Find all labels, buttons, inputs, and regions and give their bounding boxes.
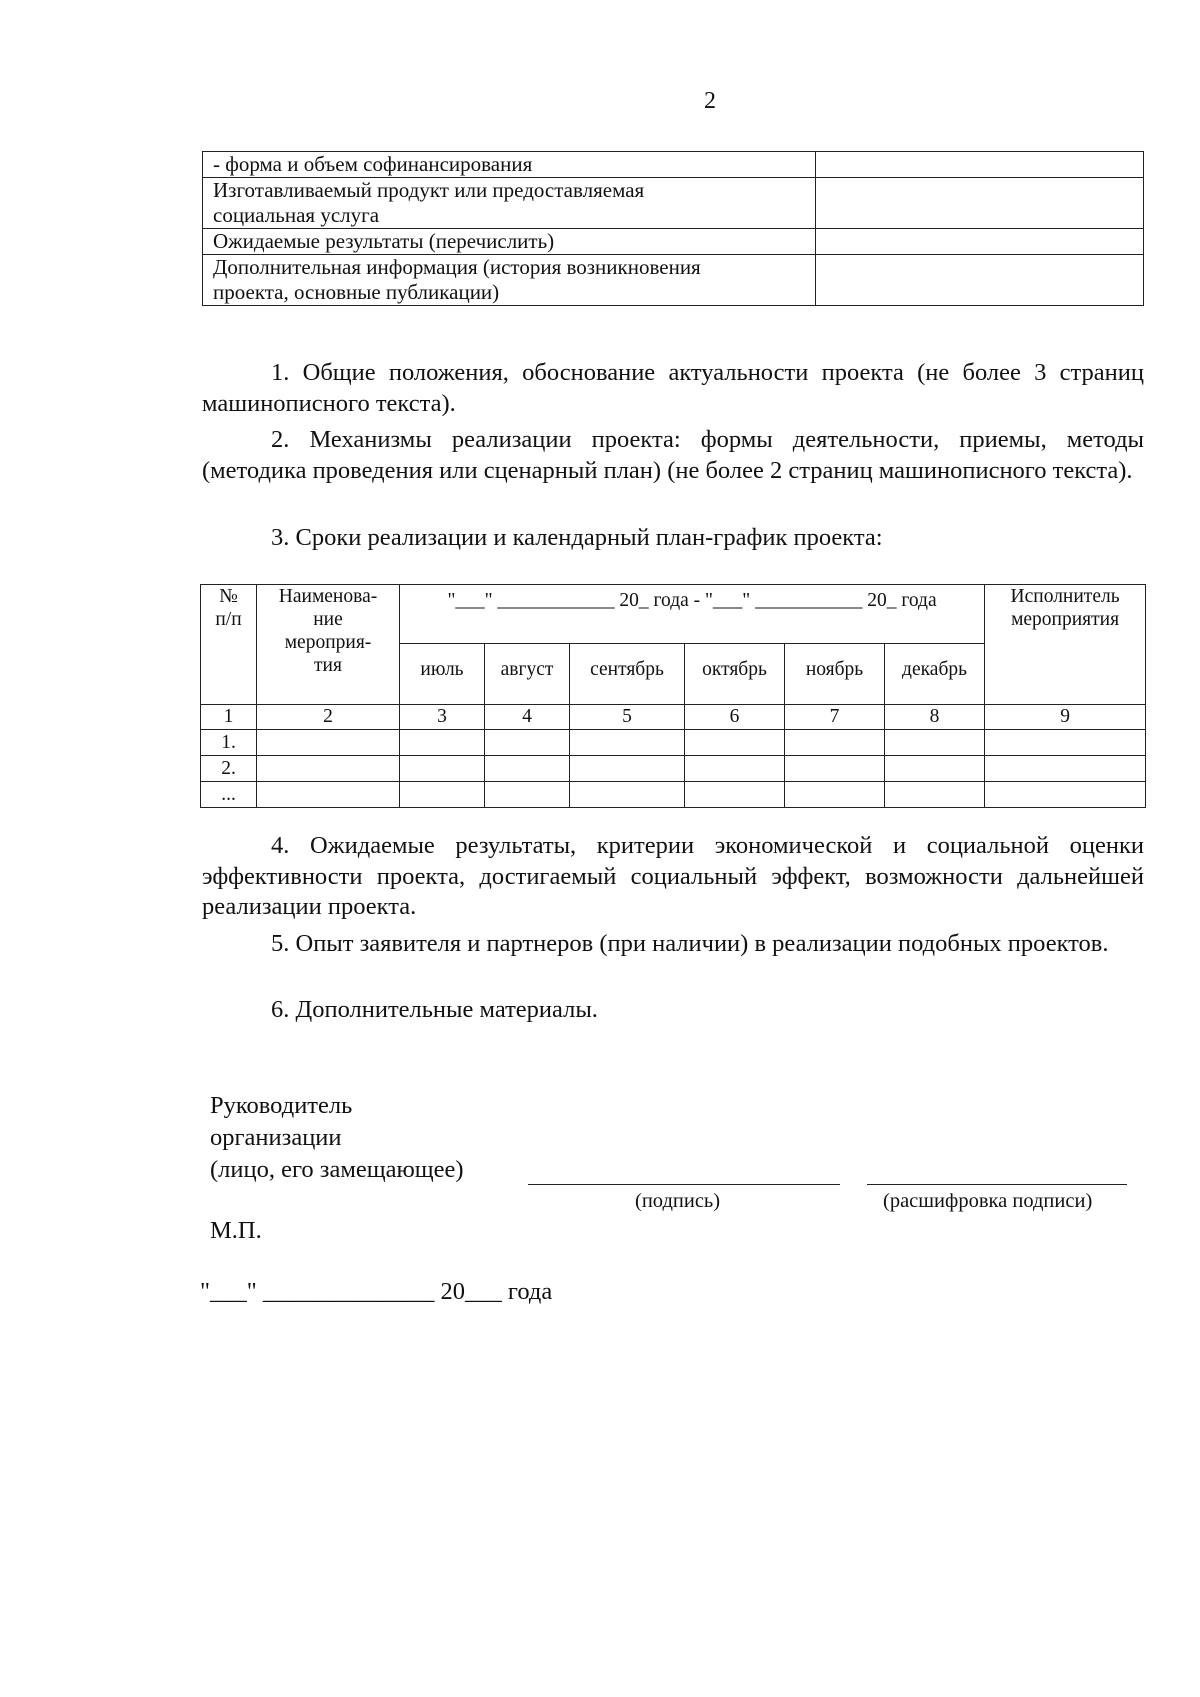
row-cell xyxy=(985,782,1146,808)
header-period: "___" ____________ 20_ года - "___" ___________ 20_ года xyxy=(400,585,985,644)
column-number: 8 xyxy=(885,705,985,730)
table-row xyxy=(201,782,1146,808)
signature-decode-caption: (расшифровка подписи) xyxy=(883,1190,1093,1212)
row-cell xyxy=(685,782,785,808)
info-row-label: Изготавливаемый продукт или предоставляемая социальная услуга xyxy=(203,178,816,229)
info-row-label: Дополнительная информация (история возникновения проекта, основные публикации) xyxy=(203,255,816,306)
stamp-label: М.П. xyxy=(210,1217,262,1244)
info-row-value xyxy=(815,255,1143,306)
info-row xyxy=(203,255,1144,306)
paragraph-mechanisms: 2. Механизмы реализации проекта: формы деятельности, приемы, методы (методика проведения или сценарный план) (не более 2 страниц машинописного текста). xyxy=(202,426,1144,484)
column-number: 5 xyxy=(570,705,685,730)
header-month: сентябрь xyxy=(570,644,685,705)
column-number: 2 xyxy=(257,705,400,730)
page-number: 2 xyxy=(704,88,716,114)
info-row xyxy=(203,229,1144,255)
header-month: ноябрь xyxy=(785,644,885,705)
header-month: август xyxy=(485,644,570,705)
header-executor: Исполнитель мероприятия xyxy=(985,585,1146,705)
signatory-label: Руководитель организации (лицо, его замещающее) xyxy=(210,1092,464,1183)
project-info-table xyxy=(202,151,1144,306)
info-row-value xyxy=(815,152,1143,178)
row-cell xyxy=(885,730,985,756)
row-cell xyxy=(885,756,985,782)
signature-decode-line xyxy=(867,1184,1127,1185)
header-month: декабрь xyxy=(885,644,985,705)
row-cell xyxy=(400,730,485,756)
paragraph-expected-results: 4. Ожидаемые результаты, критерии экономической и социальной оценки эффективности проекта, достигаемый социальный эффект, возможности дальнейшей реализации проекта. xyxy=(202,832,1144,920)
row-cell xyxy=(570,730,685,756)
row-cell xyxy=(785,756,885,782)
row-cell xyxy=(785,782,885,808)
row-cell xyxy=(570,756,685,782)
row-number: 2. xyxy=(201,756,257,782)
column-number: 3 xyxy=(400,705,485,730)
row-cell xyxy=(400,782,485,808)
row-cell xyxy=(400,756,485,782)
paragraph-additional-materials: 6. Дополнительные материалы. xyxy=(271,996,598,1023)
table-row xyxy=(201,730,1146,756)
paragraph-general-provisions: 1. Общие положения, обоснование актуальности проекта (не более 3 страниц машинописного текста). xyxy=(202,359,1144,417)
row-cell xyxy=(485,756,570,782)
row-cell xyxy=(485,782,570,808)
row-cell xyxy=(685,730,785,756)
row-cell xyxy=(257,782,400,808)
column-number: 7 xyxy=(785,705,885,730)
info-row xyxy=(203,152,1144,178)
row-cell xyxy=(685,756,785,782)
row-cell xyxy=(257,730,400,756)
column-number: 4 xyxy=(485,705,570,730)
info-row-value xyxy=(815,178,1143,229)
row-cell xyxy=(570,782,685,808)
table-row xyxy=(201,756,1146,782)
signature-caption: (подпись) xyxy=(635,1190,721,1212)
header-number: № п/п xyxy=(201,585,257,705)
paragraph-schedule-intro: 3. Сроки реализации и календарный план-график проекта: xyxy=(271,524,883,551)
schedule-table xyxy=(200,584,1146,808)
signature-line xyxy=(528,1184,840,1185)
info-row-label: Ожидаемые результаты (перечислить) xyxy=(203,229,816,255)
header-event-name: Наименова- ние мероприя- тия xyxy=(257,585,400,705)
header-month: октябрь xyxy=(685,644,785,705)
row-number: ... xyxy=(201,782,257,808)
row-cell xyxy=(257,756,400,782)
info-row xyxy=(203,178,1144,229)
row-cell xyxy=(985,756,1146,782)
column-number: 9 xyxy=(985,705,1146,730)
paragraph-experience: 5. Опыт заявителя и партнеров (при наличии) в реализации подобных проектов. xyxy=(271,930,1109,957)
row-number: 1. xyxy=(201,730,257,756)
row-cell xyxy=(885,782,985,808)
info-row-value xyxy=(815,229,1143,255)
date-line: "___" ______________ 20___ года xyxy=(200,1278,553,1305)
row-cell xyxy=(785,730,885,756)
row-cell xyxy=(485,730,570,756)
row-cell xyxy=(985,730,1146,756)
column-number: 1 xyxy=(201,705,257,730)
column-number: 6 xyxy=(685,705,785,730)
header-month: июль xyxy=(400,644,485,705)
info-row-label: - форма и объем софинансирования xyxy=(203,152,816,178)
